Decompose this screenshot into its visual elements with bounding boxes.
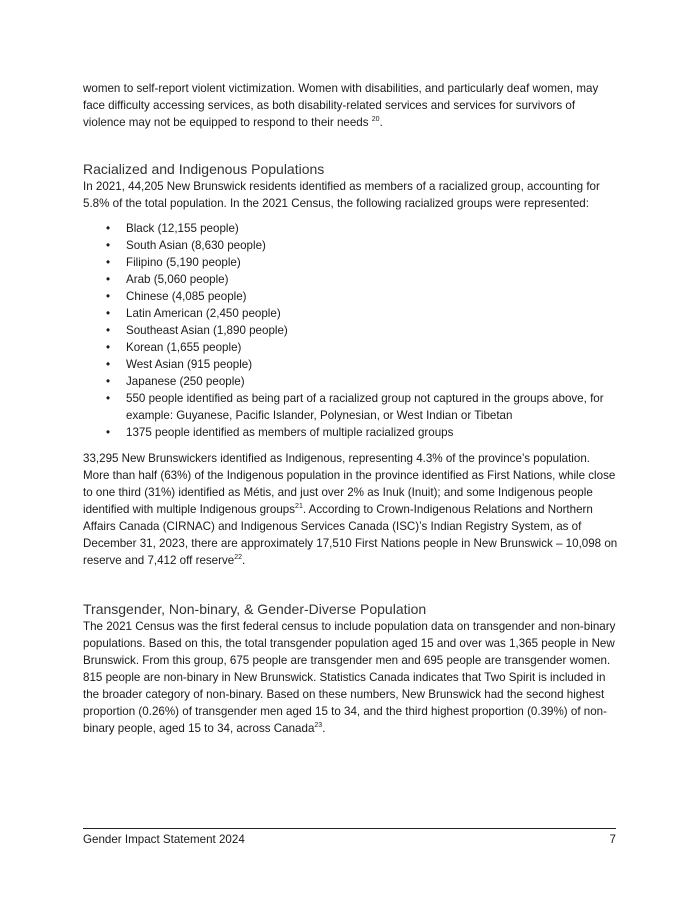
list-item-text: Black (12,155 people) xyxy=(126,222,239,235)
transgender-end: . xyxy=(322,722,326,735)
transgender-paragraph xyxy=(83,618,618,737)
bullet-icon: • xyxy=(106,392,111,405)
list-item-text: Southeast Asian (1,890 people) xyxy=(126,324,288,337)
indigenous-paragraph xyxy=(83,450,618,569)
bullet-icon: • xyxy=(106,256,111,269)
list-item-text: Latin American (2,450 people) xyxy=(126,307,281,320)
list-item xyxy=(106,288,618,305)
list-item-text: Arab (5,060 people) xyxy=(126,273,229,286)
list-item-text: Japanese (250 people) xyxy=(126,375,245,388)
bullet-icon: • xyxy=(106,375,111,388)
list-item xyxy=(106,237,618,254)
bullet-icon: • xyxy=(106,222,111,235)
list-item xyxy=(106,271,618,288)
list-item xyxy=(106,322,618,339)
bullet-icon: • xyxy=(106,307,111,320)
footnote-ref-20[interactable]: 20 xyxy=(371,116,380,124)
intro-text: women to self-report violent victimization. Women with disabilities, and particularly deaf women, may face difficulty accessing services, as both disability-related services and services for survivors of violence may not be equipped to respond to their needs xyxy=(83,82,599,129)
list-item xyxy=(106,254,618,271)
list-item xyxy=(106,390,618,424)
list-item-text: West Asian (915 people) xyxy=(126,358,253,371)
heading-transgender-population: Transgender, Non-binary, & Gender-Diverse Population xyxy=(83,601,427,617)
list-item-text: Chinese (4,085 people) xyxy=(126,290,247,303)
bullet-icon: • xyxy=(106,426,111,439)
indigenous-text-2: . According to Crown-Indigenous Relations and Northern Affairs Canada (CIRNAC) and Indigenous Services Canada (ISC)’s Indian Registry System, as of December 31, 2023, there are approximately 17,510 First Nations people in New Brunswick – 10,098 on reserve and 7,412 off reserve xyxy=(83,503,618,567)
list-item-text: Filipino (5,190 people) xyxy=(126,256,241,269)
racialized-groups-list xyxy=(83,220,618,441)
intro-end: . xyxy=(379,116,383,129)
bullet-icon: • xyxy=(106,341,111,354)
bullet-icon: • xyxy=(106,324,111,337)
bullet-icon: • xyxy=(106,273,111,286)
list-item xyxy=(106,220,618,237)
list-item-text: 550 people identified as being part of a racialized group not captured in the groups above, for example: Guyanese, Pacific Islander, Polynesian, or West Indian or Tibetan xyxy=(126,392,604,422)
page-number: 7 xyxy=(609,833,616,846)
bullet-icon: • xyxy=(106,239,111,252)
list-item xyxy=(106,356,618,373)
footer-title: Gender Impact Statement 2024 xyxy=(83,833,245,846)
page-content xyxy=(83,80,618,737)
racialized-intro-paragraph: In 2021, 44,205 New Brunswick residents identified as members of a racialized group, accounting for 5.8% of the total population. In the 2021 Census, the following racialized groups were represented: xyxy=(83,180,600,210)
bullet-icon: • xyxy=(106,358,111,371)
list-item xyxy=(106,424,618,441)
list-item-text: Korean (1,655 people) xyxy=(126,341,242,354)
heading-racialized-indigenous: Racialized and Indigenous Populations xyxy=(83,161,325,177)
footnote-ref-23[interactable]: 23 xyxy=(314,722,323,730)
list-item-text: South Asian (8,630 people) xyxy=(126,239,266,252)
indigenous-end: . xyxy=(242,554,246,567)
list-item xyxy=(106,305,618,322)
bullet-icon: • xyxy=(106,290,111,303)
list-item xyxy=(106,373,618,390)
transgender-text: The 2021 Census was the first federal census to include population data on transgender and non-binary populations. Based on this, the total transgender population aged 15 and over was 1,365 people in New Brunswick. From this group, 675 people are transgender men and 695 people are transgender women. 815 people are non-binary in New Brunswick. Statistics Canada indicates that Two Spirit is included in the broader category of non-binary. Based on these numbers, New Brunswick had the second highest proportion (0.26%) of transgender men aged 15 to 34, and the third highest proportion (0.39%) of non-binary people, aged 15 to 34, across Canada xyxy=(83,620,616,735)
list-item-text: 1375 people identified as members of multiple racialized groups xyxy=(126,426,454,439)
indigenous-text-1: 33,295 New Brunswickers identified as Indigenous, representing 4.3% of the province’s population. More than half (63%) of the Indigenous population in the province identified as First Nations, while close to one third (31%) identified as Métis, and just over 2% as Inuk (Inuit); and some Indigenous people identified with multiple Indigenous groups xyxy=(83,452,616,516)
footnote-ref-21[interactable]: 21 xyxy=(295,503,303,511)
footnote-ref-22[interactable]: 22 xyxy=(234,554,243,562)
page-footer xyxy=(83,828,616,848)
list-item xyxy=(106,339,618,356)
intro-paragraph xyxy=(83,80,618,131)
